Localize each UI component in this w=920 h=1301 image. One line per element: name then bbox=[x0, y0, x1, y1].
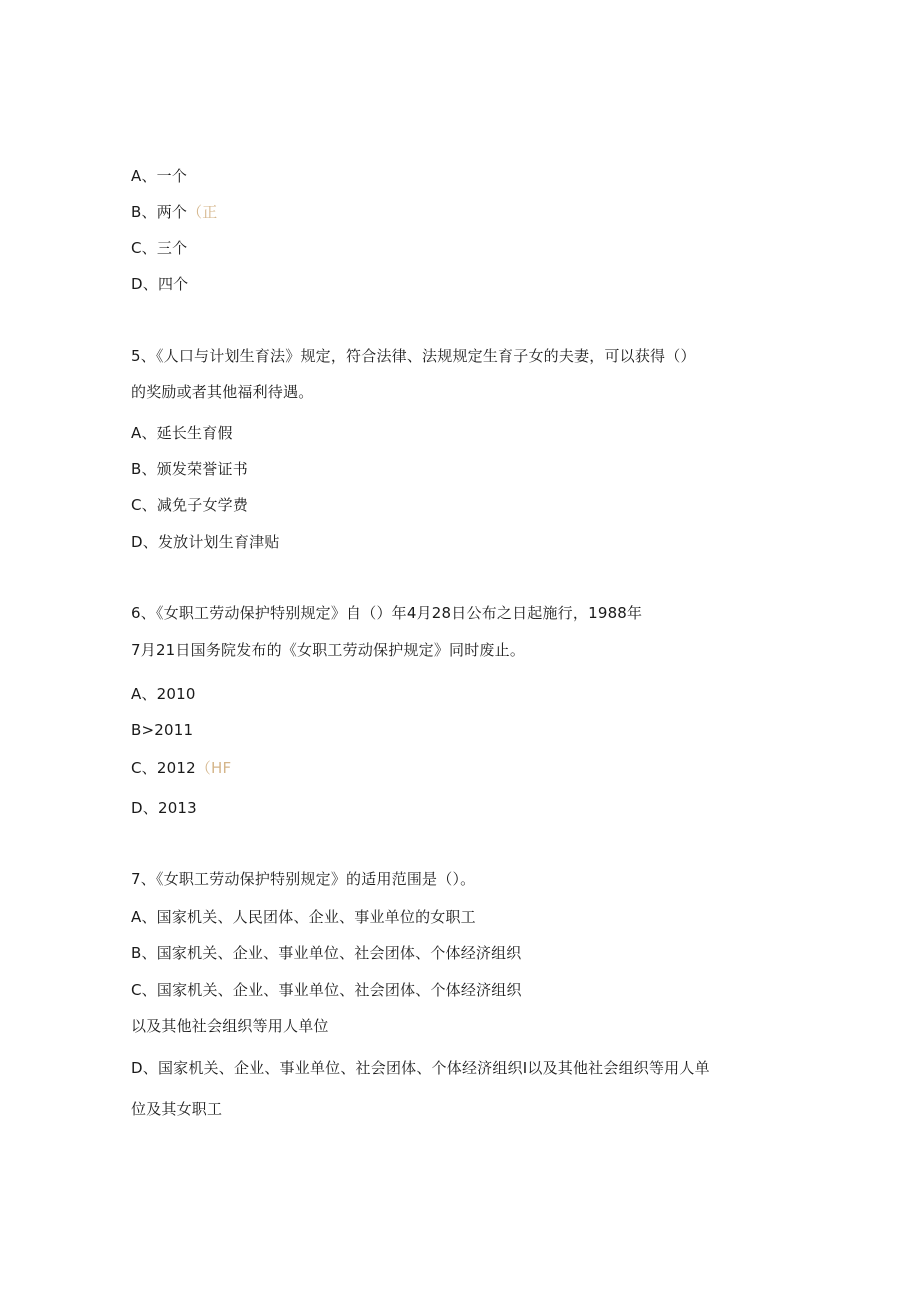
q7-stem: 7、《女职工劳动保护特别规定》的适用范围是（）。 bbox=[131, 870, 476, 888]
q4-option-b bbox=[131, 202, 218, 222]
q4-option-a: A、一个 bbox=[131, 167, 188, 185]
q4-answer-mark: （正 bbox=[187, 203, 218, 221]
q6-stem-line1: 6、《女职工劳动保护特别规定》自（）年4月28日公布之日起施行，1988年 bbox=[131, 604, 643, 622]
q6-answer-mark: （HF bbox=[195, 759, 232, 777]
q7-option-d-line2: 位及其女职工 bbox=[131, 1100, 223, 1118]
q6-stem-line2: 7月21日国务院发布的《女职工劳动保护规定》同时废止。 bbox=[131, 641, 526, 659]
q7-option-b: B、国家机关、企业、事业单位、社会团体、个体经济组织 bbox=[131, 944, 522, 962]
q5-option-c: C、减免子女学费 bbox=[131, 496, 249, 514]
q5-option-b: B、颁发荣誉证书 bbox=[131, 460, 248, 478]
q7-option-a: A、国家机关、人民团体、企业、事业单位的女职工 bbox=[131, 908, 476, 926]
q6-option-c bbox=[131, 758, 231, 778]
q4-option-d: D、四个 bbox=[131, 275, 189, 293]
q7-option-c-line2: 以及其他社会组织等用人单位 bbox=[131, 1017, 329, 1035]
q6-option-b: B>2011 bbox=[131, 721, 194, 739]
q4-option-b-text: B、两个 bbox=[131, 203, 188, 221]
q7-option-d-line1: D、国家机关、企业、事业单位、社会团体、个体经济组织I以及其他社会组织等用人单 bbox=[131, 1059, 710, 1077]
q5-stem-line2: 的奖励或者其他福利待遇。 bbox=[131, 383, 314, 401]
q6-option-a: A、2010 bbox=[131, 685, 196, 703]
q6-option-d: D、2013 bbox=[131, 799, 197, 817]
q5-stem-line1: 5、《人口与计划生育法》规定，符合法律、法规规定生育子女的夫妻，可以获得（） bbox=[131, 347, 696, 365]
q5-option-a: A、延长生育假 bbox=[131, 424, 233, 442]
q7-option-c-line1: C、国家机关、企业、事业单位、社会团体、个体经济组织 bbox=[131, 981, 522, 999]
q6-option-c-text: C、2012 bbox=[131, 759, 196, 777]
q5-option-d: D、发放计划生育津贴 bbox=[131, 533, 280, 551]
q4-option-c: C、三个 bbox=[131, 239, 188, 257]
